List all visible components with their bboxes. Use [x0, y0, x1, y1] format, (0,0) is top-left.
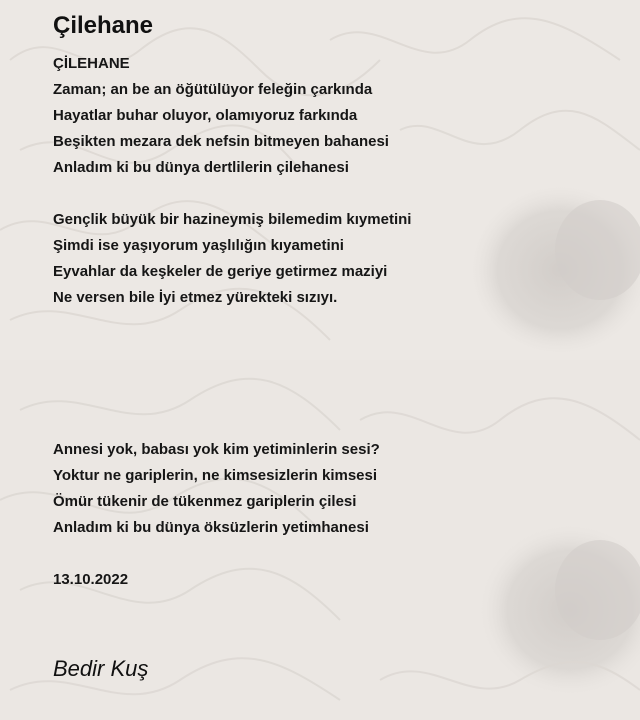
- poem-line: ÇİLEHANE: [53, 55, 130, 72]
- poem-date: 13.10.2022: [53, 571, 129, 588]
- poem-line: Eyvahlar da keşkeler de geriye getirmez maziyi: [53, 263, 388, 280]
- poem-line: Zaman; an be an öğütülüyor feleğin çarkında: [53, 81, 373, 98]
- poem-line: Anladım ki bu dünya öksüzlerin yetimhanesi: [53, 519, 369, 536]
- poem-line: Hayatlar buhar oluyor, olamıyoruz farkında: [53, 107, 358, 124]
- stanza-3: [53, 437, 380, 541]
- poem-line: Gençlik büyük bir hazineymiş bilemedim kıymetini: [53, 211, 412, 228]
- poem-line: Ömür tükenir de tükenmez gariplerin çilesi: [53, 493, 357, 510]
- poem-line: Yoktur ne gariplerin, ne kimsesizlerin kimsesi: [53, 467, 378, 484]
- stanza-1: [53, 51, 389, 181]
- poem-line: Annesi yok, babası yok kim yetiminlerin sesi?: [53, 441, 380, 458]
- poem-line: Anladım ki bu dünya dertlilerin çilehanesi: [53, 159, 349, 176]
- poem-line: Beşikten mezara dek nefsin bitmeyen bahanesi: [53, 133, 389, 150]
- page-title: Çilehane: [53, 12, 154, 39]
- poem-line: Ne versen bile İyi etmez yürekteki sızıyı.: [53, 289, 338, 306]
- stanza-2: [53, 207, 411, 311]
- poem-line: Şimdi ise yaşıyorum yaşlılığın kıyametini: [53, 237, 344, 254]
- author-name: Bedir Kuş: [53, 656, 149, 681]
